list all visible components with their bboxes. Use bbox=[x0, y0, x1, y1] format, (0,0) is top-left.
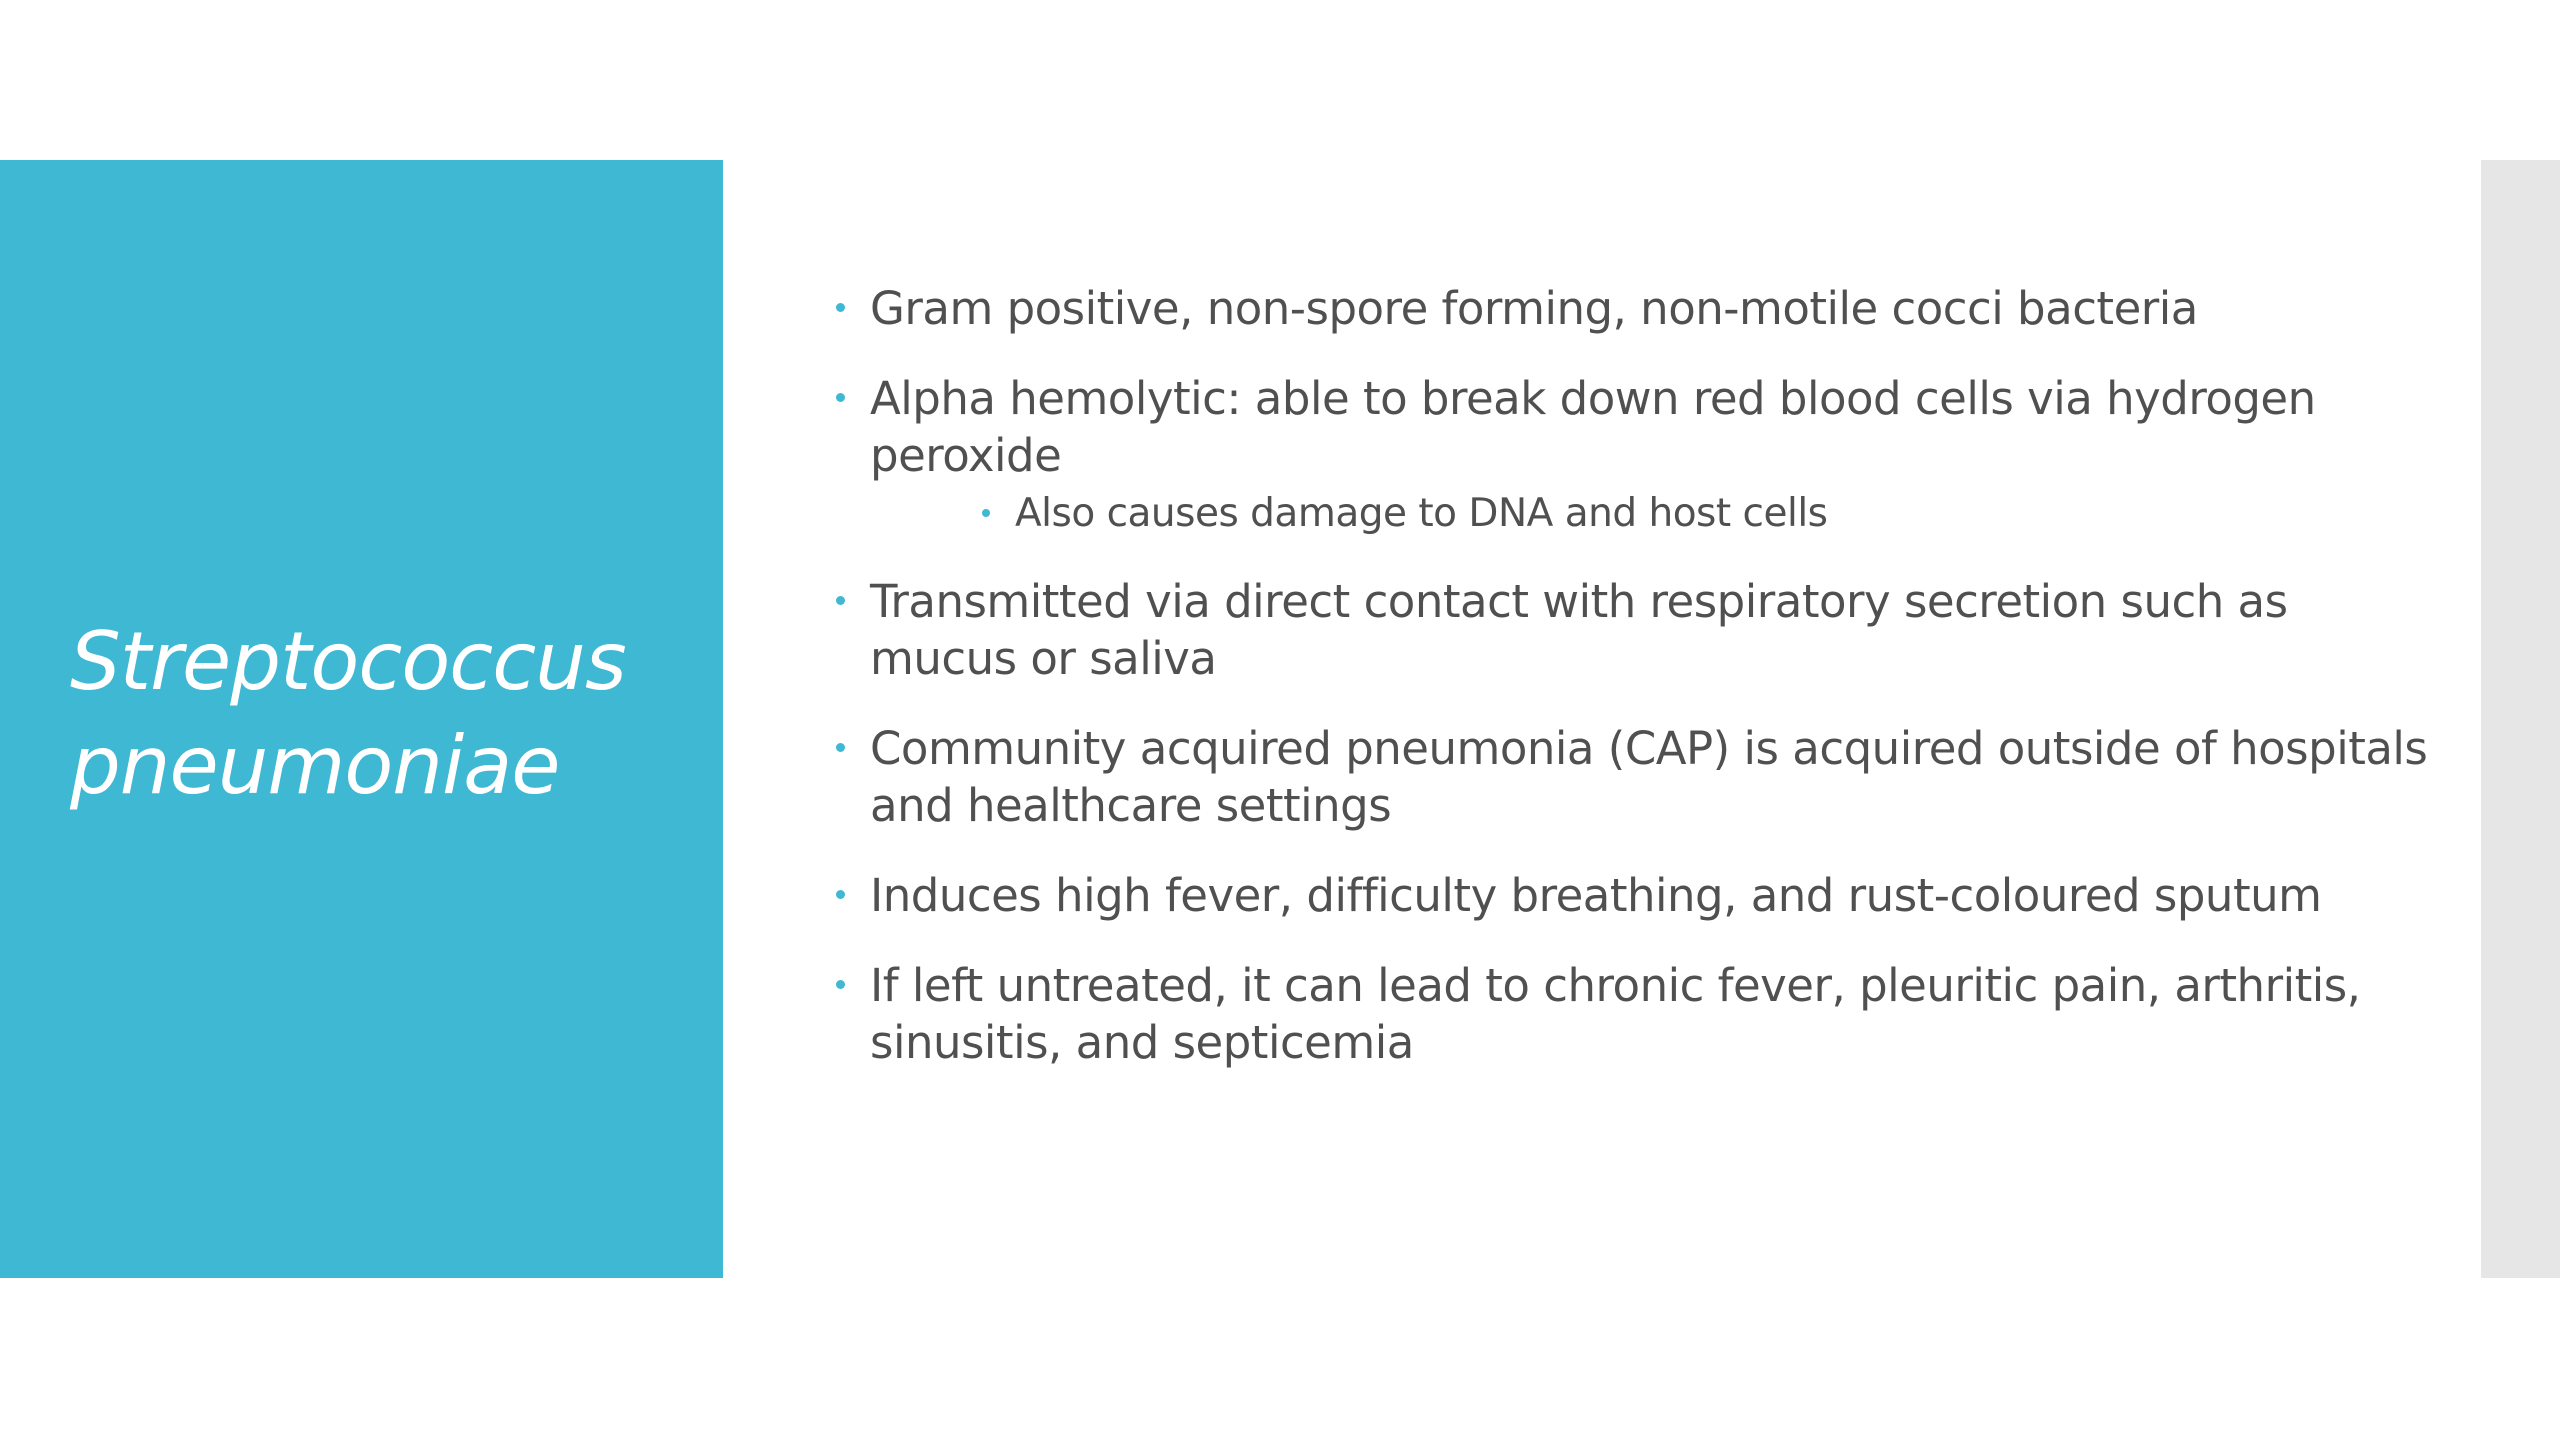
bullet-text: Induces high fever, difficulty breathing, and rust-coloured sputum bbox=[870, 869, 2322, 922]
bullet-list bbox=[830, 280, 2440, 1071]
bullet-item bbox=[830, 867, 2440, 924]
bullet-text: Alpha hemolytic: able to break down red blood cells via hydrogen peroxide bbox=[870, 372, 2316, 482]
bullet-item bbox=[830, 573, 2440, 687]
bullet-dot-icon bbox=[836, 303, 845, 312]
bullet-text: Gram positive, non-spore forming, non-motile cocci bacteria bbox=[870, 282, 2198, 335]
bullet-item bbox=[830, 957, 2440, 1071]
bullet-dot-icon bbox=[836, 980, 845, 989]
sub-bullet-dot-icon bbox=[982, 509, 990, 517]
bullet-dot-icon bbox=[836, 393, 845, 402]
bullet-item bbox=[830, 720, 2440, 834]
sub-bullet-text: Also causes damage to DNA and host cells bbox=[1015, 491, 1828, 536]
bullet-text: Community acquired pneumonia (CAP) is acquired outside of hospitals and healthcare settings bbox=[870, 722, 2428, 832]
bullet-item bbox=[830, 370, 2440, 540]
right-gray-strip bbox=[2481, 160, 2560, 1278]
bullet-text: If left untreated, it can lead to chronic fever, pleuritic pain, arthritis, sinusitis, and septicemia bbox=[870, 959, 2361, 1069]
content-area bbox=[830, 280, 2440, 1104]
bullet-dot-icon bbox=[836, 596, 845, 605]
bullet-text: Transmitted via direct contact with respiratory secretion such as mucus or saliva bbox=[870, 575, 2288, 685]
bullet-dot-icon bbox=[836, 743, 845, 752]
slide-title: Streptococcus pneumoniae bbox=[70, 615, 626, 812]
bullet-dot-icon bbox=[836, 890, 845, 899]
bullet-item bbox=[830, 280, 2440, 337]
sub-bullet-list bbox=[870, 488, 2440, 540]
sub-bullet-item bbox=[870, 488, 2440, 540]
